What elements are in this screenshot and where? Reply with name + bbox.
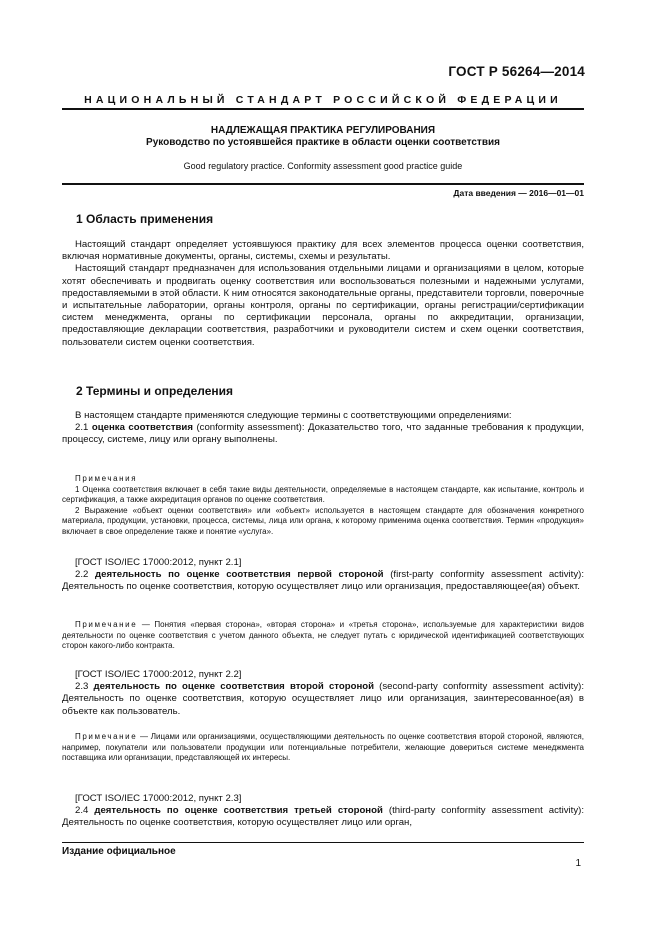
reference-2-3: [ГОСТ ISO/IEC 17000:2012, пункт 2.3] [75,793,242,804]
document-title-english: Good regulatory practice. Conformity assessment good practice guide [183,161,463,171]
term-2-1-notes [62,474,584,538]
footer-rule [62,842,584,843]
term-2-3 [62,681,584,718]
note-1: 1 Оценка соответствия включает в себя такие виды деятельности, определяемые в настоящем стандарте, как испытание, контроль и сертификация, а также аккредитация органов по оценке соответствия. [62,484,584,505]
term-2-3-note [62,732,584,764]
introduction-date: Дата введения — 2016—01—01 [453,188,584,198]
note-2-2-label: Примечание [75,620,138,629]
term-2-4-number: 2.4 [75,805,89,817]
term-2-1-number: 2.1 [75,422,89,434]
term-2-3-block [62,669,584,718]
term-2-2-number: 2.2 [75,569,89,581]
term-2-4-definition: (third-party conformity assessment activity): Деятельность по оценке соответствия, которую осуществляет лицо или орган, [62,805,584,829]
standard-banner: НАЦИОНАЛЬНЫЙ СТАНДАРТ РОССИЙСКОЙ ФЕДЕРАЦИИ [84,94,562,106]
page-number: 1 [575,858,581,869]
section-1-paragraph-2: Настоящий стандарт предназначен для использования отдельными лицами и организациями в целом, которые хотят обеспечивать и продвигать оценку соответствия или воспользоваться полезными и надежными услугами, предоставляемыми в этой области. К ним относятся законодательные органы, представители торговли, поверочные и испытательные лаборатории, органы контроля, органы по сертификации, органы регистрации/сертификации систем менеджмента, органы по сертификации персонала, органы по аккредитации, организации, предоставляющие декларации соответствия, разработчики и руководители систем и схем оценки соответствия, пользователи систем оценки соответствия. [62,263,584,348]
term-2-1-term: оценка соответствия [91,422,193,434]
term-2-4-block [62,793,584,830]
term-2-4-term: деятельность по оценке соответствия третьей стороной [94,805,383,817]
section-2-intro: В настоящем стандарте применяются следующие термины с соответствующими определениями: [75,410,512,421]
section-1-paragraph-1: Настоящий стандарт определяет устоявшуюся практику для всех элементов процесса оценки соответствия, включая нормативные документы, органы, системы, схемы и результаты. [62,239,584,263]
title-rule [62,183,584,185]
document-subtitle: Руководство по устоявшейся практике в области оценки соответствия [146,137,500,148]
term-2-3-term: деятельность по оценке соответствия второй стороной [93,681,374,693]
term-2-2 [62,569,584,593]
note-2-2-text: — Понятия «первая сторона», «вторая сторона» и «третья сторона», используемые для характеристики видов деятельности по оценке соответствия с учетом данного объекта, не следует путать с юридической идентификацией соответствующих сторон какого-либо контракта. [62,620,584,651]
section-2-intro-block [62,410,584,447]
term-2-4 [62,805,584,829]
document-title: НАДЛЕЖАЩАЯ ПРАКТИКА РЕГУЛИРОВАНИЯ [210,125,436,136]
section-1-body [62,239,584,349]
section-2-heading: 2 Термины и определения [76,384,234,398]
edition-label: Издание официальное [62,846,176,857]
term-2-2-definition: (first-party conformity assessment activity): Деятельность по оценке соответствия, которую осуществляет лицо или организация, предоставляющее(ая) объект. [62,569,585,593]
gost-code: ГОСТ Р 56264—2014 [448,64,585,79]
term-2-2-note [62,620,584,652]
term-2-3-definition: (second-party conformity assessment activity): Деятельность по оценке соответствия, которую осуществляет лицо или организация, заинтересованное(ая) в объекте как пользователь. [62,681,585,717]
note-2: 2 Выражение «объект оценки соответствия» или «объект» используется в настоящем стандарте для обозначения конкретного материала, продукции, установки, процесса, системы, лица или органа, к которому применима оценка соответствия. Термин «продукция» включает в свое определение также и понятие «услуга». [62,505,584,536]
notes-label: Примечания [75,474,138,483]
reference-2-1: [ГОСТ ISO/IEC 17000:2012, пункт 2.1] [75,557,242,568]
term-2-3-number: 2.3 [75,681,89,693]
term-2-2-block [62,557,584,594]
term-2-1 [62,422,584,446]
header-rule [62,108,584,110]
section-1-heading: 1 Область применения [76,212,214,226]
note-2-3-text: — Лицами или организациями, осуществляющими деятельность по оценке соответствия второй стороной, являются, например, покупатели или пользователи продукции или потенциальные потребители, желающие довериться системе менеджмента поставщика или организации, представляющей их интересы. [62,732,584,763]
term-2-2-term: деятельность по оценке соответствия первой стороной [95,569,384,581]
note-2-3-label: Примечание [75,732,138,741]
term-2-1-definition: (conformity assessment): Доказательство того, что заданные требования к продукции, процессу, системе, лицу или органу выполнены. [62,422,585,446]
reference-2-2: [ГОСТ ISO/IEC 17000:2012, пункт 2.2] [75,669,242,680]
